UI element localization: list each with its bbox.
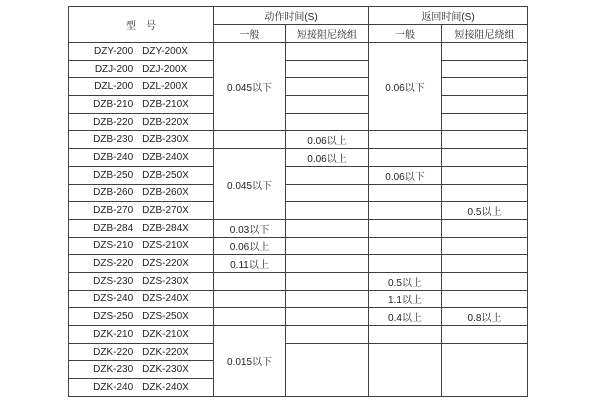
empty-cell	[369, 131, 442, 149]
model-label: DZS-240X	[142, 293, 189, 305]
model-label: DZB-250X	[142, 169, 189, 181]
model-cell	[69, 308, 214, 326]
empty-cell	[369, 149, 442, 167]
model-label: DZS-250	[93, 311, 134, 323]
model-cell	[69, 326, 214, 344]
empty-cell	[286, 166, 369, 184]
model-cell	[69, 113, 214, 131]
spec-table-header	[69, 7, 528, 43]
value-cell: 0.015以下	[214, 326, 286, 397]
empty-cell	[286, 272, 369, 290]
header-model: 型 号	[69, 7, 214, 43]
model-label: DZK-230X	[142, 364, 189, 376]
model-label: DZS-250X	[142, 311, 189, 323]
model-cell	[69, 149, 214, 167]
model-label: DZS-210	[93, 240, 134, 252]
value-cell: 0.11以上	[214, 255, 286, 273]
value-cell: 0.5以上	[369, 272, 442, 290]
model-label: DZY-200X	[142, 45, 188, 57]
model-label: DZB-284	[93, 222, 134, 234]
table-row	[69, 290, 528, 308]
model-label: DZS-220X	[142, 258, 189, 270]
empty-cell	[369, 219, 442, 237]
table-row	[69, 308, 528, 326]
model-label: DZL-200X	[142, 81, 188, 93]
model-label: DZB-210X	[142, 98, 189, 110]
model-label: DZL-200	[94, 81, 134, 93]
model-cell	[69, 343, 214, 361]
value-cell: 0.06以上	[286, 149, 369, 167]
empty-cell	[369, 184, 442, 202]
empty-cell	[286, 255, 369, 273]
model-cell	[69, 184, 214, 202]
model-label: DZB-220	[93, 116, 134, 128]
header-return-damping: 短接阻尼绕组	[442, 25, 528, 43]
table-row	[69, 184, 528, 202]
value-cell: 0.4以上	[369, 308, 442, 326]
empty-cell	[286, 184, 369, 202]
model-label: DZB-284X	[142, 222, 189, 234]
model-label: DZB-230X	[142, 134, 189, 146]
empty-cell	[286, 60, 369, 78]
model-cell	[69, 255, 214, 273]
model-cell	[69, 78, 214, 96]
value-cell: 0.06以下	[369, 43, 442, 131]
model-cell	[69, 272, 214, 290]
value-cell: 0.5以上	[442, 202, 528, 220]
header-action-damping: 短接阻尼绕组	[286, 25, 369, 43]
model-cell	[69, 361, 214, 379]
header-action-time: 动作时间(S)	[214, 7, 369, 25]
empty-cell	[286, 326, 369, 344]
model-label: DZK-210	[93, 328, 134, 340]
model-label: DZK-220	[93, 346, 134, 358]
empty-cell	[369, 255, 442, 273]
empty-cell	[214, 131, 286, 149]
empty-cell	[442, 43, 528, 61]
table-row	[69, 60, 528, 78]
spec-table	[68, 6, 528, 397]
model-cell	[69, 60, 214, 78]
empty-cell	[286, 343, 369, 396]
empty-cell	[369, 326, 442, 344]
empty-cell	[369, 343, 442, 396]
table-row	[69, 78, 528, 96]
empty-cell	[286, 78, 369, 96]
table-row	[69, 131, 528, 149]
empty-cell	[214, 272, 286, 290]
table-row	[69, 149, 528, 167]
table-row	[69, 272, 528, 290]
model-label: DZK-240X	[142, 381, 189, 393]
empty-cell	[286, 237, 369, 255]
value-cell: 0.06以下	[369, 166, 442, 184]
model-label: DZS-210X	[142, 240, 189, 252]
empty-cell	[286, 290, 369, 308]
model-label: DZB-230	[93, 134, 134, 146]
empty-cell	[442, 113, 528, 131]
model-cell	[69, 237, 214, 255]
model-label: DZB-270	[93, 205, 134, 217]
header-action-general: 一般	[214, 25, 286, 43]
model-cell	[69, 166, 214, 184]
empty-cell	[286, 96, 369, 114]
table-row	[69, 255, 528, 273]
table-row	[69, 237, 528, 255]
model-label: DZB-270X	[142, 205, 189, 217]
empty-cell	[442, 149, 528, 167]
model-label: DZB-260	[93, 187, 134, 199]
model-cell	[69, 96, 214, 114]
model-label: DZB-210	[93, 98, 134, 110]
table-row	[69, 343, 528, 361]
empty-cell	[442, 343, 528, 396]
model-label: DZK-210X	[142, 328, 189, 340]
header-return-general: 一般	[369, 25, 442, 43]
value-cell: 0.06以上	[286, 131, 369, 149]
table-row	[69, 43, 528, 61]
value-cell: 0.8以上	[442, 308, 528, 326]
value-cell: 0.045以下	[214, 43, 286, 131]
table-row	[69, 326, 528, 344]
table-row	[69, 202, 528, 220]
value-cell: 1.1以上	[369, 290, 442, 308]
empty-cell	[214, 290, 286, 308]
model-label: DZY-200	[94, 45, 134, 57]
empty-cell	[442, 131, 528, 149]
model-cell	[69, 43, 214, 61]
model-label: DZK-230	[93, 364, 134, 376]
value-cell: 0.06以上	[214, 237, 286, 255]
empty-cell	[442, 255, 528, 273]
table-row	[69, 166, 528, 184]
empty-cell	[442, 60, 528, 78]
model-cell	[69, 131, 214, 149]
model-label: DZK-220X	[142, 346, 189, 358]
value-cell: 0.045以下	[214, 149, 286, 220]
model-cell	[69, 219, 214, 237]
header-return-time: 返回时间(S)	[369, 7, 528, 25]
empty-cell	[442, 237, 528, 255]
empty-cell	[286, 43, 369, 61]
table-row	[69, 219, 528, 237]
empty-cell	[286, 219, 369, 237]
model-label: DZB-260X	[142, 187, 189, 199]
empty-cell	[369, 202, 442, 220]
model-label: DZB-240X	[142, 151, 189, 163]
empty-cell	[286, 308, 369, 326]
model-cell	[69, 379, 214, 397]
model-label: DZJ-200X	[142, 63, 188, 75]
model-label: DZS-240	[93, 293, 134, 305]
empty-cell	[442, 166, 528, 184]
empty-cell	[442, 219, 528, 237]
model-label: DZS-230X	[142, 275, 189, 287]
empty-cell	[369, 237, 442, 255]
model-label: DZS-230	[93, 275, 134, 287]
empty-cell	[442, 184, 528, 202]
header-row-1	[69, 7, 528, 25]
model-label: DZK-240	[93, 381, 134, 393]
model-label: DZJ-200	[94, 63, 134, 75]
model-label: DZB-220X	[142, 116, 189, 128]
empty-cell	[442, 96, 528, 114]
spec-table-body	[69, 43, 528, 397]
model-label: DZS-220	[93, 258, 134, 270]
value-cell: 0.03以下	[214, 219, 286, 237]
empty-cell	[442, 326, 528, 344]
table-row	[69, 113, 528, 131]
empty-cell	[442, 78, 528, 96]
model-label: DZB-250	[93, 169, 134, 181]
model-cell	[69, 290, 214, 308]
empty-cell	[442, 290, 528, 308]
table-row	[69, 96, 528, 114]
empty-cell	[442, 272, 528, 290]
model-cell	[69, 202, 214, 220]
model-label: DZB-240	[93, 151, 134, 163]
empty-cell	[286, 202, 369, 220]
empty-cell	[286, 113, 369, 131]
empty-cell	[214, 308, 286, 326]
